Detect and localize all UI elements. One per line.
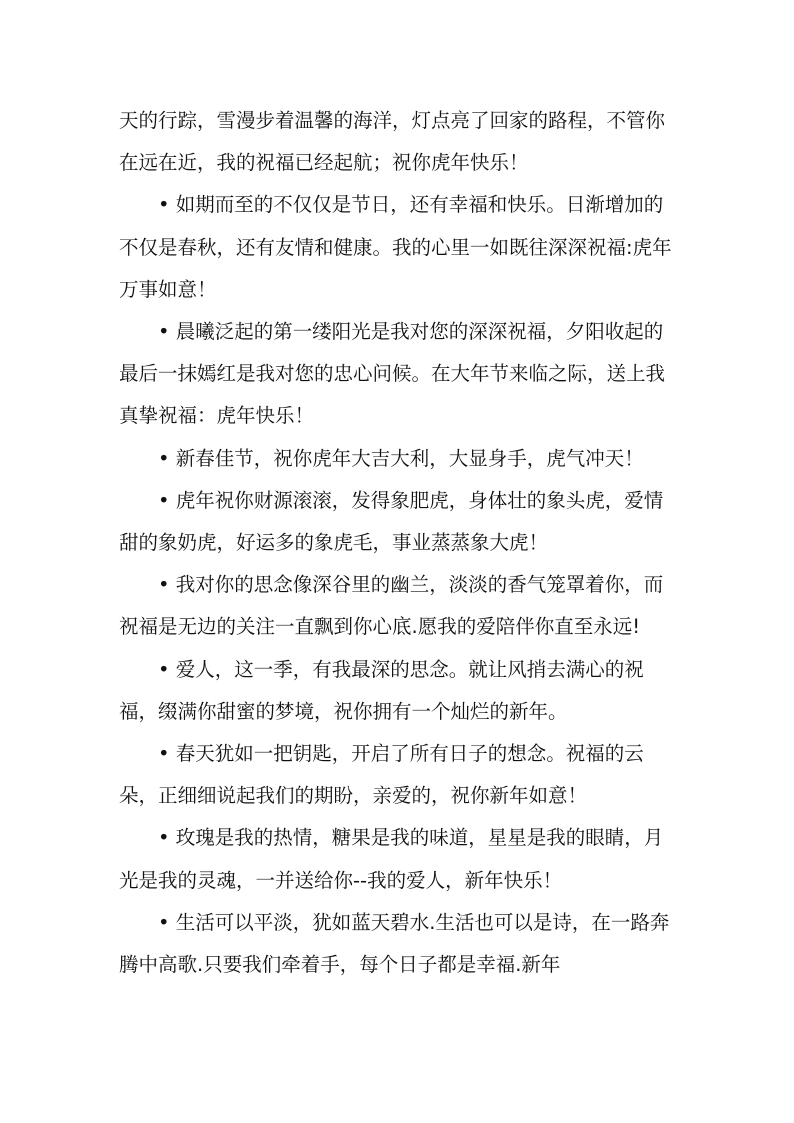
list-item-text: 虎年祝你财源滚滚，发得象肥虎，身体壮的象头虎，爱情甜的象奶虎，好运多的象虎毛，事业蒸蒸象大虎！ xyxy=(119,488,664,555)
bullet-icon: • xyxy=(158,488,170,512)
list-item xyxy=(119,480,679,564)
list-item-text: 春天犹如一把钥匙，开启了所有日子的想念。祝福的云朵，正细细说起我们的期盼，亲爱的，祝你新年如意！ xyxy=(119,742,644,808)
list-item-text: 生活可以平淡，犹如蓝天碧水.生活也可以是诗，在一路奔腾中高歌.只要我们牵着手，每个日子都是幸福.新年 xyxy=(119,910,670,977)
list-item-text: 我对你的思念像深谷里的幽兰，淡淡的香气笼罩着你，而祝福是无边的关注一直飘到你心底.愿我的爱陪伴你直至永远! xyxy=(119,573,664,639)
list-item-text: 爱人，这一季，有我最深的思念。就让风捎去满心的祝福，缀满你甜蜜的梦境，祝你拥有一个灿烂的新年。 xyxy=(119,657,644,723)
list-item xyxy=(119,564,679,648)
list-item xyxy=(119,311,679,438)
bullet-icon: • xyxy=(158,910,170,934)
bullet-icon: • xyxy=(158,193,170,217)
bullet-icon: • xyxy=(158,826,170,850)
list-item xyxy=(119,184,679,311)
list-item xyxy=(119,649,679,733)
list-item xyxy=(119,438,679,480)
list-item-text: 晨曦泛起的第一缕阳光是我对您的深深祝福，夕阳收起的最后一抹嫣红是我对您的忠心问候。在大年节来临之际，送上我真挚祝福：虎年快乐！ xyxy=(119,320,666,428)
list-item-text: 玫瑰是我的热情，糖果是我的味道，星星是我的眼睛，月光是我的灵魂，一并送给你--我的爱人，新年快乐！ xyxy=(119,826,664,892)
list-item-text: 新春佳节，祝你虎年大吉大利，大显身手，虎气冲天！ xyxy=(175,446,644,470)
list-item xyxy=(119,733,679,817)
bullet-icon: • xyxy=(158,657,170,681)
list-item xyxy=(119,817,679,901)
bullet-icon: • xyxy=(158,573,170,597)
list-item xyxy=(119,902,679,986)
list-item-text: 如期而至的不仅仅是节日，还有幸福和快乐。日渐增加的不仅是春秋，还有友情和健康。我的心里一如既往深深祝福:虎年万事如意！ xyxy=(119,193,672,301)
intro-paragraph: 天的行踪，雪漫步着温馨的海洋，灯点亮了回家的路程，不管你在远在近，我的祝福已经起航；祝你虎年快乐！ xyxy=(119,109,666,175)
document-body xyxy=(119,100,679,986)
bullet-icon: • xyxy=(158,320,170,344)
bullet-icon: • xyxy=(158,742,170,766)
bullet-icon: • xyxy=(158,446,170,470)
